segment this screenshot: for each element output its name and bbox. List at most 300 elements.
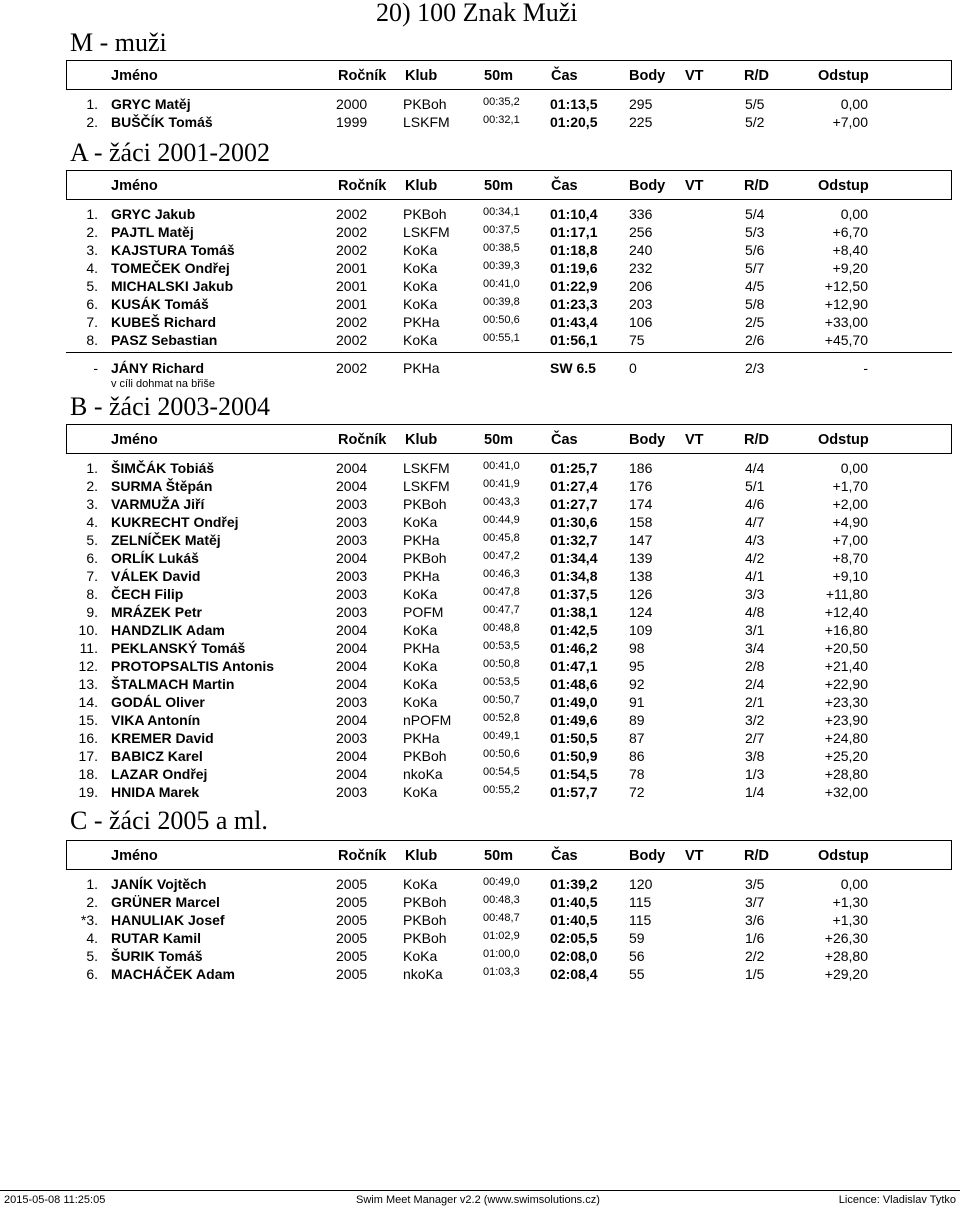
cell-split-50m: 00:34,1	[483, 206, 520, 218]
cell-rank: 3.	[86, 496, 98, 512]
cell-club: PKHa	[403, 730, 440, 746]
cell-reaction: 5/8	[745, 296, 765, 312]
cell-time: 01:40,5	[550, 912, 598, 928]
cell-name: BUŠČÍK Tomáš	[111, 114, 213, 130]
header-split: 50m	[484, 432, 514, 448]
table-row	[0, 278, 960, 296]
header-gap: Odstup	[818, 432, 869, 448]
cell-gap: +21,40	[824, 658, 868, 674]
cell-reaction: 4/3	[745, 532, 765, 548]
cell-reaction: 2/1	[745, 694, 765, 710]
cell-name: KUKRECHT Ondřej	[111, 514, 239, 530]
table-row	[0, 314, 960, 332]
cell-club: LSKFM	[403, 224, 450, 240]
cell-year: 2003	[336, 532, 368, 548]
cell-points: 72	[629, 784, 645, 800]
cell-rank: 12.	[78, 658, 98, 674]
cell-name: PASZ Sebastian	[111, 332, 218, 348]
table-row	[0, 114, 960, 132]
cell-split-50m: 00:39,8	[483, 296, 520, 308]
cell-reaction: 4/4	[745, 460, 765, 476]
cell-reaction: 1/6	[745, 930, 765, 946]
cell-name: PEKLANSKÝ Tomáš	[111, 640, 246, 656]
cell-club: KoKa	[403, 278, 438, 294]
cell-gap: 0,00	[840, 460, 868, 476]
table-row	[0, 766, 960, 784]
cell-name: VARMUŽA Jiří	[111, 496, 205, 512]
cell-points: 75	[629, 332, 645, 348]
cell-gap: +1,30	[832, 894, 868, 910]
cell-year: 2005	[336, 930, 368, 946]
table-row	[0, 586, 960, 604]
table-row	[0, 748, 960, 766]
cell-gap: +22,90	[824, 676, 868, 692]
cell-reaction: 3/4	[745, 640, 765, 656]
cell-split-50m: 00:55,2	[483, 784, 520, 796]
cell-points: 139	[629, 550, 653, 566]
cell-reaction: 2/6	[745, 332, 765, 348]
cell-points: 176	[629, 478, 653, 494]
cell-gap: +33,00	[824, 314, 868, 330]
cell-points: 56	[629, 948, 645, 964]
footer-software: Swim Meet Manager v2.2 (www.swimsolutions.cz)	[356, 1194, 600, 1206]
cell-points: 126	[629, 586, 653, 602]
cell-points: 124	[629, 604, 653, 620]
cell-reaction: 5/4	[745, 206, 765, 222]
footer-timestamp: 2015-05-08 11:25:05	[4, 1194, 106, 1206]
cell-reaction: 2/8	[745, 658, 765, 674]
header-split: 50m	[484, 848, 514, 864]
cell-year: 2002	[336, 224, 368, 240]
cell-gap: +28,80	[824, 766, 868, 782]
cell-points: 186	[629, 460, 653, 476]
cell-reaction: 4/7	[745, 514, 765, 530]
header-rd: R/D	[744, 178, 769, 194]
cell-reaction: 1/5	[745, 966, 765, 982]
cell-club: KoKa	[403, 876, 438, 892]
table-row	[0, 224, 960, 242]
cell-reaction: 5/7	[745, 260, 765, 276]
cell-club: KoKa	[403, 676, 438, 692]
table-row	[0, 966, 960, 984]
cell-split-50m: 01:00,0	[483, 948, 520, 960]
cell-points: 106	[629, 314, 653, 330]
cell-split-50m: 00:43,3	[483, 496, 520, 508]
cell-name: VIKA Antonín	[111, 712, 201, 728]
cell-name: GODÁL Oliver	[111, 694, 205, 710]
cell-year: 2004	[336, 766, 368, 782]
header-name: Jméno	[111, 432, 158, 448]
dq-divider	[66, 352, 952, 353]
cell-year: 2004	[336, 658, 368, 674]
cell-rank: 4.	[86, 514, 98, 530]
cell-points: 87	[629, 730, 645, 746]
cell-split-50m: 00:32,1	[483, 114, 520, 126]
cell-time: 01:34,8	[550, 568, 598, 584]
cell-gap: +9,10	[832, 568, 868, 584]
cell-points: 147	[629, 532, 653, 548]
cell-gap: +1,70	[832, 478, 868, 494]
cell-points: 120	[629, 876, 653, 892]
header-year: Ročník	[338, 432, 387, 448]
cell-reaction: 4/2	[745, 550, 765, 566]
cell-time: 01:47,1	[550, 658, 598, 674]
cell-split-50m: 00:50,6	[483, 314, 520, 326]
cell-time: 01:23,3	[550, 296, 598, 312]
table-row	[0, 96, 960, 114]
cell-year: 2004	[336, 460, 368, 476]
cell-points: 232	[629, 260, 653, 276]
cell-reaction: 2/7	[745, 730, 765, 746]
table-row	[0, 894, 960, 912]
category-title: C - žáci 2005 a ml.	[70, 806, 268, 835]
table-row	[0, 948, 960, 966]
cell-club: KoKa	[403, 784, 438, 800]
cell-points: 98	[629, 640, 645, 656]
cell-split-50m: 00:41,0	[483, 278, 520, 290]
cell-time: 01:32,7	[550, 532, 598, 548]
cell-club: PKBoh	[403, 550, 447, 566]
cell-gap: 0,00	[840, 96, 868, 112]
cell-reaction: 2/2	[745, 948, 765, 964]
cell-name: ŠURIK Tomáš	[111, 948, 203, 964]
cell-year: 2002	[336, 332, 368, 348]
cell-time: 01:19,6	[550, 260, 598, 276]
header-rd: R/D	[744, 848, 769, 864]
cell-reaction: 3/1	[745, 622, 765, 638]
cell-reaction: 5/1	[745, 478, 765, 494]
cell-year: 2004	[336, 622, 368, 638]
cell-points: 86	[629, 748, 645, 764]
table-header	[66, 170, 952, 200]
cell-split-50m: 00:50,7	[483, 694, 520, 706]
header-year: Ročník	[338, 68, 387, 84]
dq-row	[0, 360, 960, 378]
cell-rank: 4.	[86, 260, 98, 276]
dq-cell-year: 2002	[336, 360, 368, 376]
header-name: Jméno	[111, 848, 158, 864]
cell-name: KAJSTURA Tomáš	[111, 242, 235, 258]
cell-split-50m: 00:50,6	[483, 748, 520, 760]
cell-time: 02:08,0	[550, 948, 598, 964]
cell-reaction: 3/8	[745, 748, 765, 764]
cell-club: POFM	[403, 604, 444, 620]
cell-gap: +8,70	[832, 550, 868, 566]
cell-time: 01:10,4	[550, 206, 598, 222]
cell-split-50m: 00:53,5	[483, 676, 520, 688]
header-club: Klub	[405, 68, 438, 84]
cell-time: 01:40,5	[550, 894, 598, 910]
cell-club: KoKa	[403, 586, 438, 602]
cell-gap: +23,90	[824, 712, 868, 728]
header-time: Čas	[551, 68, 578, 84]
category-title: B - žáci 2003-2004	[70, 392, 271, 421]
cell-split-50m: 00:47,7	[483, 604, 520, 616]
cell-name: PAJTL Matěj	[111, 224, 194, 240]
cell-time: 01:25,7	[550, 460, 598, 476]
cell-time: 01:37,5	[550, 586, 598, 602]
cell-rank: 18.	[78, 766, 98, 782]
dq-cell-club: PKHa	[403, 360, 440, 376]
cell-name: KREMER David	[111, 730, 214, 746]
cell-year: 2002	[336, 314, 368, 330]
cell-club: PKBoh	[403, 930, 447, 946]
cell-reaction: 1/3	[745, 766, 765, 782]
table-row	[0, 206, 960, 224]
category-title: M - muži	[70, 28, 167, 57]
cell-rank: 6.	[86, 966, 98, 982]
cell-time: 01:50,9	[550, 748, 598, 764]
cell-reaction: 5/5	[745, 96, 765, 112]
cell-reaction: 4/1	[745, 568, 765, 584]
table-row	[0, 640, 960, 658]
cell-rank: 7.	[86, 568, 98, 584]
cell-club: PKHa	[403, 314, 440, 330]
header-vt: VT	[685, 68, 704, 84]
cell-split-50m: 00:50,8	[483, 658, 520, 670]
cell-rank: 2.	[86, 894, 98, 910]
cell-reaction: 5/3	[745, 224, 765, 240]
cell-time: 01:22,9	[550, 278, 598, 294]
cell-rank: 5.	[86, 532, 98, 548]
cell-points: 295	[629, 96, 653, 112]
cell-name: VÁLEK David	[111, 568, 201, 584]
cell-split-50m: 01:03,3	[483, 966, 520, 978]
cell-split-50m: 00:39,3	[483, 260, 520, 272]
cell-rank: *3.	[80, 912, 98, 928]
dq-cell-time: SW 6.5	[550, 360, 596, 376]
cell-name: HNIDA Marek	[111, 784, 200, 800]
header-rd: R/D	[744, 68, 769, 84]
header-points: Body	[629, 848, 666, 864]
cell-rank: 5.	[86, 948, 98, 964]
cell-time: 01:50,5	[550, 730, 598, 746]
table-row	[0, 712, 960, 730]
cell-time: 01:46,2	[550, 640, 598, 656]
cell-year: 2003	[336, 784, 368, 800]
cell-time: 01:43,4	[550, 314, 598, 330]
cell-time: 01:34,4	[550, 550, 598, 566]
cell-reaction: 3/2	[745, 712, 765, 728]
cell-points: 240	[629, 242, 653, 258]
cell-club: PKBoh	[403, 206, 447, 222]
cell-gap: +23,30	[824, 694, 868, 710]
cell-gap: +7,00	[832, 114, 868, 130]
cell-club: nPOFM	[403, 712, 452, 728]
cell-name: HANDZLIK Adam	[111, 622, 225, 638]
cell-split-50m: 00:46,3	[483, 568, 520, 580]
cell-year: 2003	[336, 730, 368, 746]
table-row	[0, 930, 960, 948]
cell-name: ORLÍK Lukáš	[111, 550, 199, 566]
cell-time: 01:27,7	[550, 496, 598, 512]
cell-split-50m: 00:54,5	[483, 766, 520, 778]
cell-split-50m: 00:55,1	[483, 332, 520, 344]
cell-split-50m: 00:53,5	[483, 640, 520, 652]
cell-year: 2004	[336, 712, 368, 728]
cell-reaction: 2/4	[745, 676, 765, 692]
cell-time: 01:42,5	[550, 622, 598, 638]
cell-gap: 0,00	[840, 206, 868, 222]
cell-gap: +12,50	[824, 278, 868, 294]
table-row	[0, 784, 960, 802]
cell-gap: +26,30	[824, 930, 868, 946]
table-header	[66, 840, 952, 870]
cell-time: 02:05,5	[550, 930, 598, 946]
cell-year: 2002	[336, 206, 368, 222]
cell-points: 225	[629, 114, 653, 130]
cell-club: KoKa	[403, 260, 438, 276]
cell-year: 2000	[336, 96, 368, 112]
cell-reaction: 4/8	[745, 604, 765, 620]
cell-rank: 1.	[86, 876, 98, 892]
cell-reaction: 5/6	[745, 242, 765, 258]
cell-reaction: 4/6	[745, 496, 765, 512]
cell-time: 01:56,1	[550, 332, 598, 348]
table-row	[0, 912, 960, 930]
cell-year: 2005	[336, 876, 368, 892]
cell-club: KoKa	[403, 514, 438, 530]
cell-rank: 5.	[86, 278, 98, 294]
cell-gap: +4,90	[832, 514, 868, 530]
cell-gap: +28,80	[824, 948, 868, 964]
cell-name: KUSÁK Tomáš	[111, 296, 209, 312]
table-row	[0, 622, 960, 640]
cell-time: 01:49,6	[550, 712, 598, 728]
cell-time: 01:54,5	[550, 766, 598, 782]
cell-gap: +12,90	[824, 296, 868, 312]
cell-points: 89	[629, 712, 645, 728]
cell-gap: +8,40	[832, 242, 868, 258]
cell-name: MICHALSKI Jakub	[111, 278, 234, 294]
cell-name: ZELNÍČEK Matěj	[111, 532, 221, 548]
cell-club: PKBoh	[403, 496, 447, 512]
header-split: 50m	[484, 68, 514, 84]
cell-points: 206	[629, 278, 653, 294]
cell-gap: +6,70	[832, 224, 868, 240]
cell-gap: +25,20	[824, 748, 868, 764]
header-points: Body	[629, 432, 666, 448]
category-title: A - žáci 2001-2002	[70, 138, 271, 167]
cell-name: GRYC Jakub	[111, 206, 196, 222]
cell-name: ŠTALMACH Martin	[111, 676, 235, 692]
dq-cell-gap: -	[863, 360, 868, 376]
cell-name: ČECH Filip	[111, 586, 184, 602]
cell-split-50m: 00:48,7	[483, 912, 520, 924]
cell-rank: 1.	[86, 460, 98, 476]
cell-name: LAZAR Ondřej	[111, 766, 208, 782]
cell-club: PKBoh	[403, 748, 447, 764]
cell-name: RUTAR Kamil	[111, 930, 201, 946]
table-row	[0, 260, 960, 278]
header-time: Čas	[551, 848, 578, 864]
cell-points: 55	[629, 966, 645, 982]
cell-reaction: 3/5	[745, 876, 765, 892]
cell-rank: 9.	[86, 604, 98, 620]
cell-rank: 11.	[79, 640, 98, 656]
cell-gap: +7,00	[832, 532, 868, 548]
cell-club: PKHa	[403, 532, 440, 548]
cell-reaction: 5/2	[745, 114, 765, 130]
cell-rank: 8.	[86, 586, 98, 602]
table-row	[0, 460, 960, 478]
cell-time: 01:18,8	[550, 242, 598, 258]
cell-gap: +16,80	[824, 622, 868, 638]
footer-divider	[0, 1190, 960, 1191]
header-vt: VT	[685, 178, 704, 194]
table-row	[0, 658, 960, 676]
cell-rank: 13.	[78, 676, 98, 692]
cell-time: 01:13,5	[550, 96, 598, 112]
cell-year: 2002	[336, 242, 368, 258]
cell-split-50m: 00:41,0	[483, 460, 520, 472]
cell-split-50m: 00:47,8	[483, 586, 520, 598]
table-row	[0, 876, 960, 894]
cell-club: nkoKa	[403, 766, 443, 782]
table-row	[0, 730, 960, 748]
cell-gap: +32,00	[824, 784, 868, 800]
cell-rank: 1.	[86, 206, 98, 222]
cell-club: PKBoh	[403, 894, 447, 910]
cell-year: 2005	[336, 894, 368, 910]
cell-name: GRYC Matěj	[111, 96, 191, 112]
cell-club: KoKa	[403, 694, 438, 710]
cell-time: 01:39,2	[550, 876, 598, 892]
cell-rank: 3.	[86, 242, 98, 258]
cell-split-50m: 00:47,2	[483, 550, 520, 562]
cell-name: TOMEČEK Ondřej	[111, 260, 230, 276]
cell-rank: 2.	[86, 478, 98, 494]
cell-gap: +12,40	[824, 604, 868, 620]
cell-points: 109	[629, 622, 653, 638]
cell-club: PKHa	[403, 568, 440, 584]
cell-gap: +29,20	[824, 966, 868, 982]
cell-name: GRÜNER Marcel	[111, 894, 220, 910]
cell-club: KoKa	[403, 242, 438, 258]
cell-points: 138	[629, 568, 653, 584]
cell-name: MACHÁČEK Adam	[111, 966, 235, 982]
cell-time: 01:38,1	[550, 604, 598, 620]
cell-rank: 17.	[78, 748, 98, 764]
cell-points: 59	[629, 930, 645, 946]
table-row	[0, 514, 960, 532]
cell-split-50m: 00:41,9	[483, 478, 520, 490]
cell-club: PKBoh	[403, 912, 447, 928]
table-row	[0, 332, 960, 350]
cell-year: 2003	[336, 586, 368, 602]
cell-points: 115	[629, 894, 652, 910]
cell-rank: 6.	[86, 550, 98, 566]
cell-rank: 2.	[86, 224, 98, 240]
cell-split-50m: 00:35,2	[483, 96, 520, 108]
cell-split-50m: 00:44,9	[483, 514, 520, 526]
cell-rank: 14.	[78, 694, 98, 710]
cell-year: 2004	[336, 676, 368, 692]
cell-gap: +45,70	[824, 332, 868, 348]
cell-gap: 0,00	[840, 876, 868, 892]
cell-gap: +1,30	[832, 912, 868, 928]
cell-rank: 4.	[86, 930, 98, 946]
cell-name: SURMA Štěpán	[111, 478, 213, 494]
header-vt: VT	[685, 432, 704, 448]
cell-club: LSKFM	[403, 114, 450, 130]
cell-time: 01:49,0	[550, 694, 598, 710]
cell-name: MRÁZEK Petr	[111, 604, 203, 620]
cell-reaction: 3/3	[745, 586, 765, 602]
cell-split-50m: 00:49,0	[483, 876, 520, 888]
cell-points: 95	[629, 658, 645, 674]
table-row	[0, 676, 960, 694]
